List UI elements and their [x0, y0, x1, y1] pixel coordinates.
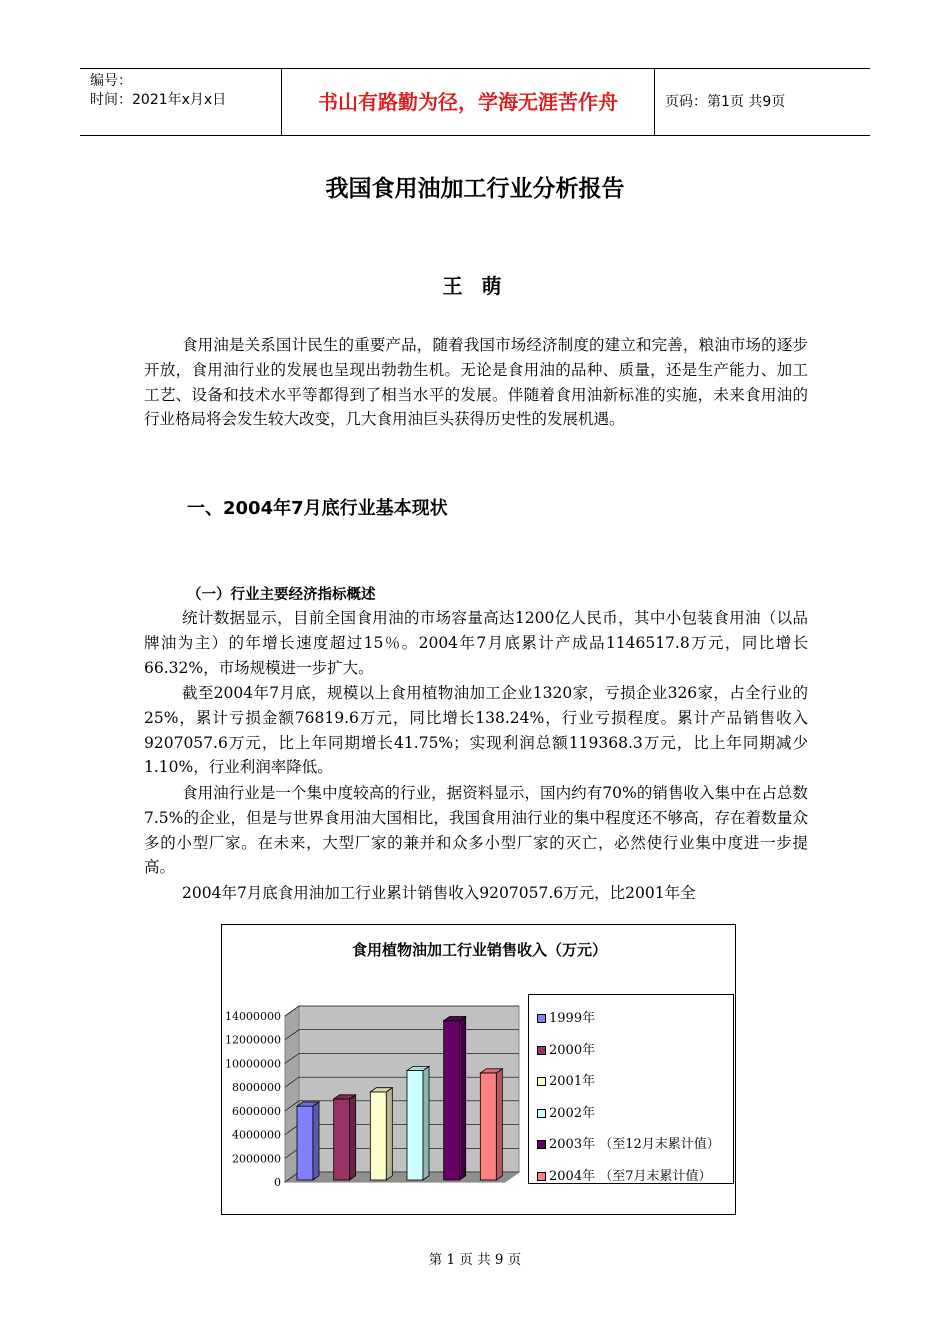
document-number-label: 编号：: [90, 73, 132, 89]
y-tick-label: 2000000: [232, 1152, 281, 1166]
legend-entry: [537, 1165, 712, 1185]
legend-label: 2002年: [549, 1105, 596, 1121]
y-tick-label: 4000000: [232, 1128, 281, 1142]
legend-swatch: [537, 1172, 546, 1181]
y-tick-label: 12000000: [225, 1033, 281, 1047]
chart-bar-side: [460, 1017, 466, 1180]
chart-bar: [407, 1071, 423, 1180]
legend-entry: [537, 1039, 595, 1059]
chart-legend: [528, 994, 734, 1184]
section-heading: 一、2004年7月底行业基本现状: [187, 498, 448, 519]
legend-entry: [537, 1102, 595, 1122]
y-tick-label: 8000000: [232, 1081, 281, 1095]
y-tick-label: 10000000: [225, 1057, 281, 1071]
body-paragraph-2: 截至2004年7月底，规模以上食用植物油加工企业1320家，亏损企业326家，占全行业的25%，累计亏损金额76819.6万元，同比增长138.24%，行业亏损程度。累计产品销售收入9207057.6万元，比上年同期增长41.75%；实现利润总额119368.3万元，比上年同期减少1.10%，行业利润率降低。: [144, 684, 808, 777]
legend-entry: [537, 1007, 595, 1027]
header-motto: 书山有路勤为径，学海无涯苦作舟: [282, 69, 655, 135]
legend-entry: [537, 1070, 595, 1090]
legend-label: 2000年: [549, 1042, 596, 1058]
chart-bar: [444, 1021, 460, 1180]
legend-swatch: [537, 1046, 546, 1055]
subsection-heading: （一）行业主要经济指标概述: [187, 587, 376, 603]
body-paragraph-4: 2004年7月底食用油加工行业累计销售收入9207057.6万元，比2001年全: [182, 884, 696, 902]
y-tick-label: 0: [274, 1176, 281, 1189]
legend-swatch: [537, 1109, 546, 1118]
chart-bar: [370, 1092, 386, 1180]
header-meta: [80, 69, 282, 135]
chart-bar-side: [386, 1088, 392, 1180]
chart-title: 食用植物油加工行业销售收入（万元）: [351, 941, 607, 959]
legend-swatch: [537, 1140, 546, 1149]
document-time-label: 时间：2021年x月x日: [90, 92, 227, 108]
page-footer: 第 1 页 共 9 页: [428, 1252, 522, 1268]
legend-label: 2004年 （至7月末累计值）: [549, 1168, 712, 1184]
legend-swatch: [537, 1077, 546, 1086]
chart-bar-side: [313, 1102, 319, 1180]
y-tick-label: 6000000: [232, 1104, 281, 1118]
legend-label: 1999年: [549, 1011, 596, 1026]
y-tick-label: 14000000: [225, 1010, 281, 1023]
chart-bar-side: [423, 1066, 429, 1180]
legend-swatch: [537, 1014, 546, 1023]
chart-bar-side: [350, 1095, 356, 1180]
chart-bar: [334, 1099, 350, 1180]
chart-bar-side: [496, 1069, 502, 1180]
body-paragraph-1: 统计数据显示，目前全国食用油的市场容量高达1200亿人民币，其中小包装食用油（以品牌油为主）的年增长速度超过15％。2004年7月底累计产成品1146517.8万元，同比增长66.32%，市场规模进一步扩大。: [144, 609, 808, 677]
document-author: 王 萌: [442, 274, 508, 298]
chart-bar: [480, 1073, 496, 1180]
body-paragraph-3: 食用油行业是一个集中度较高的行业，据资料显示，国内约有70%的销售收入集中在占总数7.5%的企业，但是与世界食用油大国相比，我国食用油行业的集中程度还不够高，存在着数量众多的小型厂家。在未来，大型厂家的兼并和众多小型厂家的灭亡，必然使行业集中度进一步提高。: [144, 784, 808, 877]
document-title: 我国食用油加工行业分析报告: [325, 176, 625, 202]
intro-paragraph: 食用油是关系国计民生的重要产品，随着我国市场经济制度的建立和完善，粮油市场的逐步开放，食用油行业的发展也呈现出勃勃生机。无论是食用油的品种、质量，还是生产能力、加工工艺、设备和技术水平等都得到了相当水平的发展。伴随着食用油新标准的实施，未来食用油的行业格局将会发生较大改变，几大食用油巨头获得历史性的发展机遇。: [144, 336, 808, 429]
header-page-number: 页码：第1页 共9页: [665, 94, 786, 110]
sales-revenue-chart: [221, 924, 736, 1215]
legend-entry: [537, 1133, 720, 1153]
chart-bar: [297, 1106, 313, 1180]
page-header: [80, 68, 870, 136]
legend-label: 2001年: [549, 1074, 596, 1089]
legend-label: 2003年 （至12月末累计值）: [549, 1137, 720, 1152]
